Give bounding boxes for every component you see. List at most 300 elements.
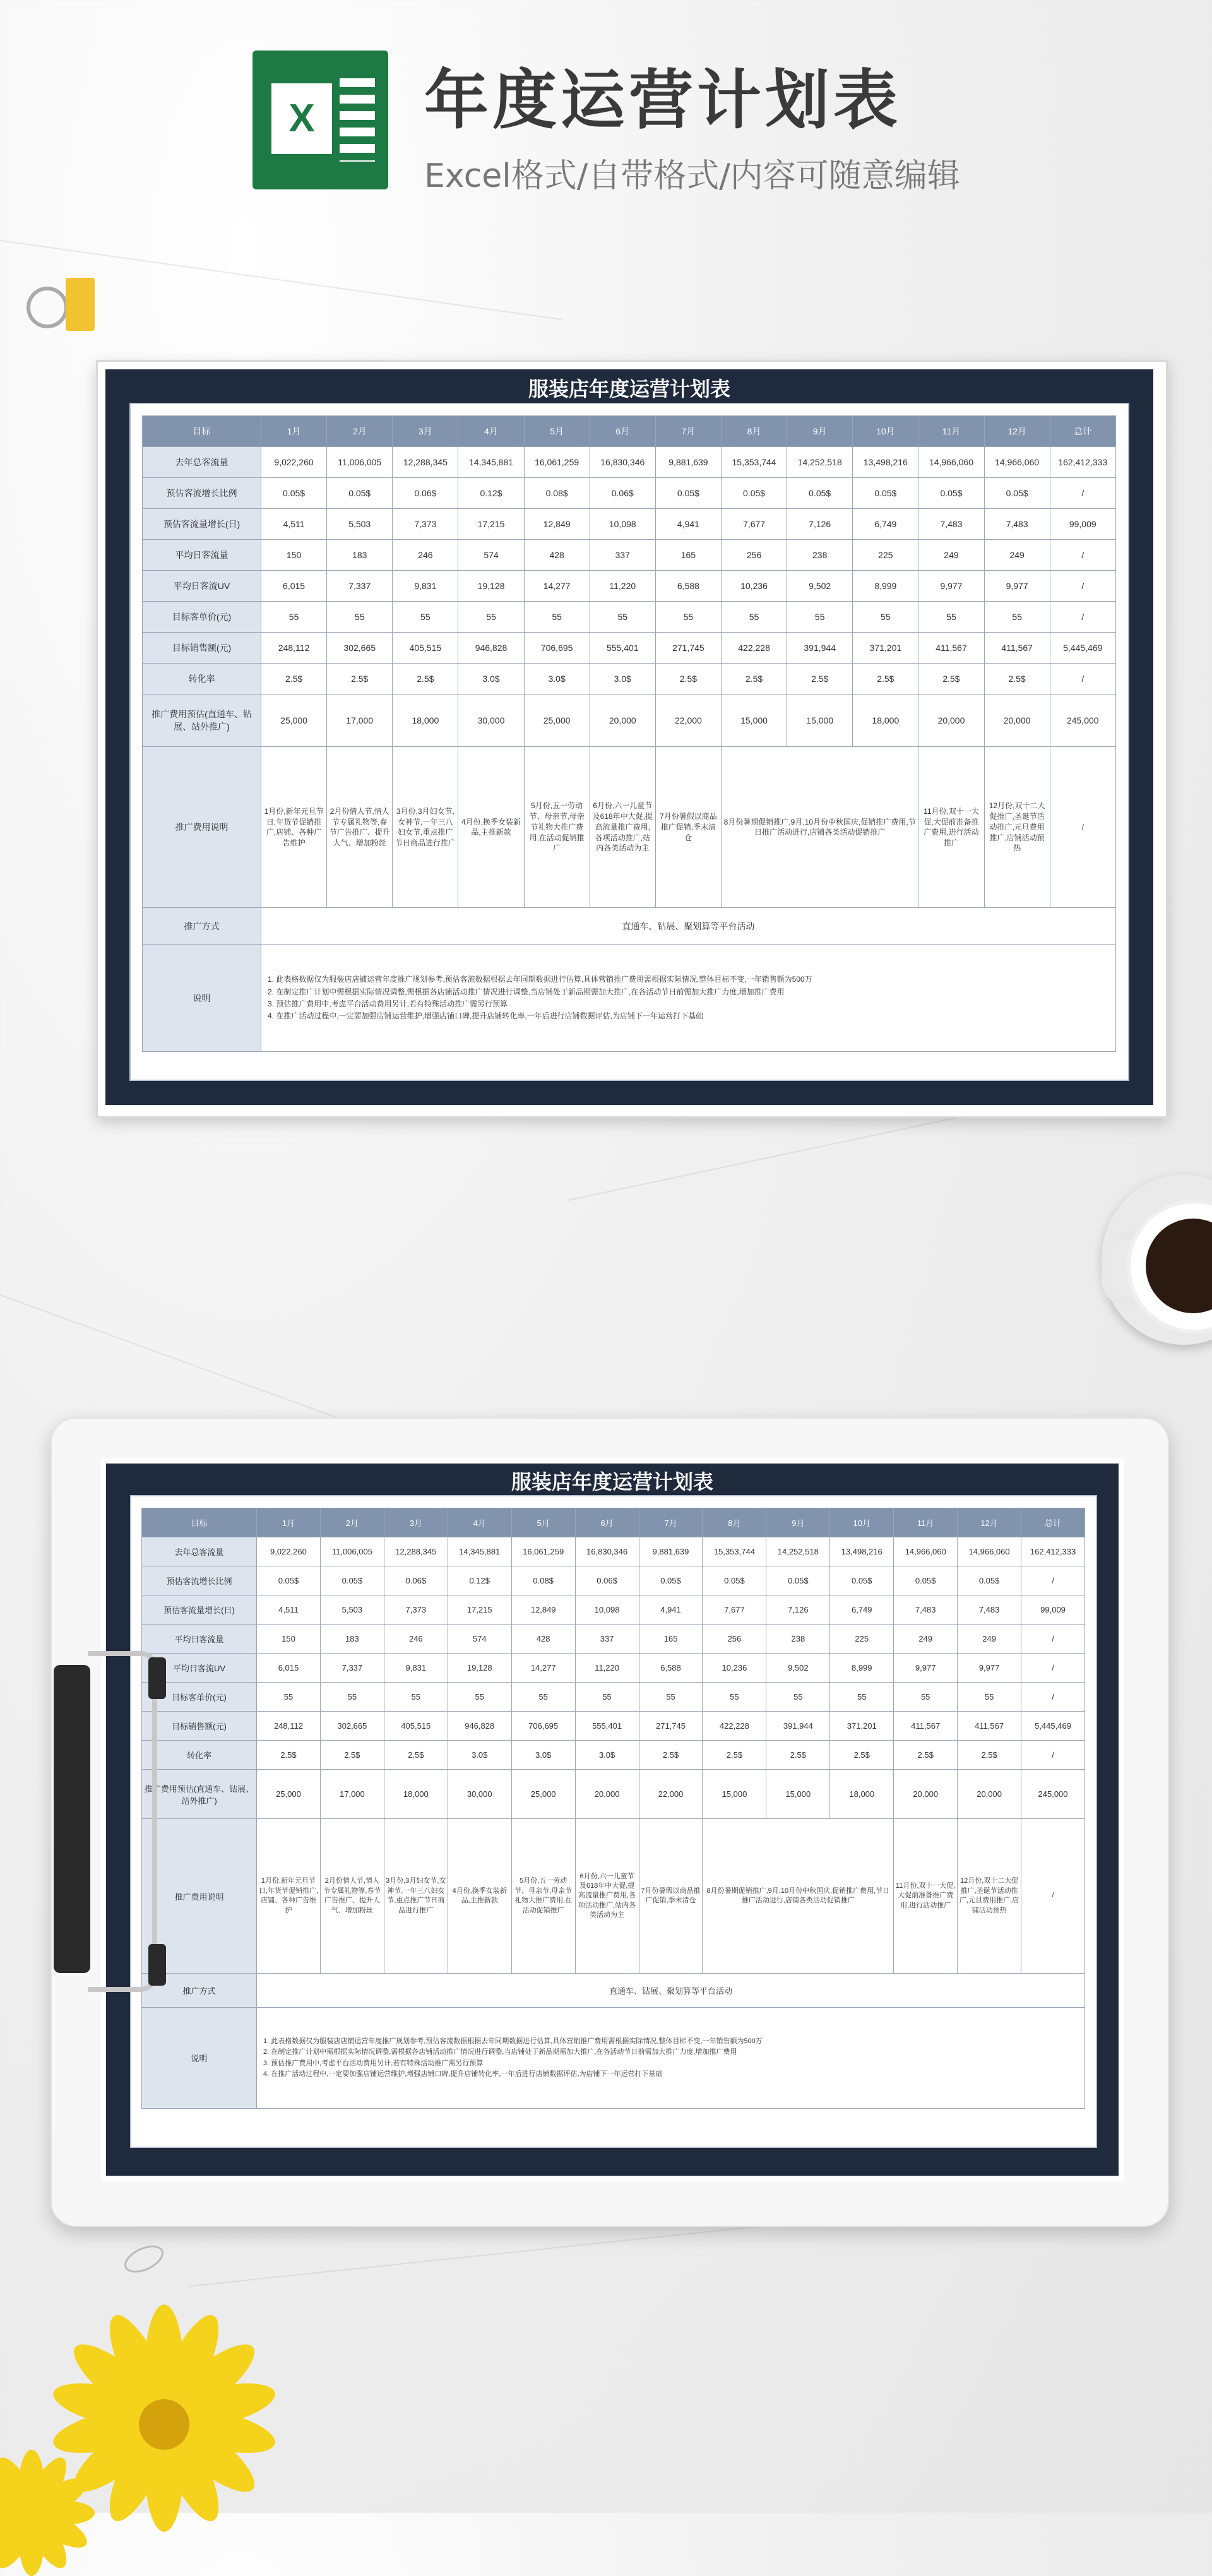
table-cell: / [1050, 602, 1115, 633]
table-cell: 9,881,639 [639, 1537, 703, 1566]
table-cell: 302,665 [327, 633, 393, 664]
row-label: 转化率 [143, 664, 261, 695]
table-cell: 411,567 [958, 1712, 1021, 1741]
table-cell: 4,941 [655, 509, 721, 540]
notes-row [142, 2008, 1085, 2109]
table-cell: 19,128 [448, 1654, 511, 1683]
table-cell: 0.12$ [458, 478, 524, 509]
promo-plan-cell: 1月份,新年元旦节日,年货节促销推广,店铺、各种广告维护 [261, 747, 327, 908]
row-label: 预估客流增长比例 [142, 1566, 257, 1595]
table-cell: 2.5$ [894, 1741, 958, 1770]
table-cell: 25,000 [261, 695, 327, 747]
column-header: 目标 [142, 1508, 257, 1537]
plan-table [141, 1508, 1085, 2109]
promo-plan-cell: 12月份,双十二大促推广,圣诞节活动推广,元旦费用推广,店铺活动预热 [984, 747, 1050, 908]
notes-text [257, 2008, 1085, 2109]
table-cell: 2.5$ [766, 1741, 830, 1770]
table-cell: 9,022,260 [257, 1537, 321, 1566]
table-cell: 11,006,005 [327, 447, 393, 478]
table-cell: 13,498,216 [853, 447, 918, 478]
table-cell: 411,567 [894, 1712, 958, 1741]
row-label: 平均日客流量 [143, 540, 261, 571]
sheet-preview-2 [106, 1464, 1119, 2176]
table-cell: 225 [830, 1625, 894, 1654]
table-cell: 15,353,744 [721, 447, 787, 478]
table-cell: 17,000 [327, 695, 393, 747]
table-row [143, 478, 1116, 509]
table-cell: 555,401 [575, 1712, 639, 1741]
column-header: 9月 [787, 416, 853, 447]
table-cell: 405,515 [384, 1712, 448, 1741]
table-cell: 9,977 [918, 571, 984, 602]
table-cell: 2.5$ [393, 664, 458, 695]
table-cell: 2.5$ [261, 664, 327, 695]
table-cell: 55 [766, 1683, 830, 1712]
table-cell: 0.06$ [575, 1566, 639, 1595]
column-header: 总计 [1050, 416, 1115, 447]
table-cell: 428 [511, 1625, 575, 1654]
table-cell: 0.05$ [639, 1566, 703, 1595]
table-cell: 17,215 [458, 509, 524, 540]
table-cell: 2.5$ [853, 664, 918, 695]
excel-icon [252, 51, 388, 189]
promo-plan-cell: 8月份暑期促销推广,9月,10月份中秋国庆,促销推广费用,节日推广活动进行,店铺各类活动促销推广 [703, 1819, 894, 1974]
note-line: 2. 在制定推广计划中需根据实际情况调整,需根据各店铺活动推广情况进行调整,当店铺处于新品期需加大推广,在各活动节日前需加大推广力度,增加推广费用 [263, 2048, 737, 2056]
table-cell: 3.0$ [575, 1741, 639, 1770]
table-cell: 246 [393, 540, 458, 571]
table-cell: 14,277 [511, 1654, 575, 1683]
table-cell: 0.05$ [894, 1566, 958, 1595]
column-header: 5月 [524, 416, 590, 447]
row-label: 预估客流量增长(日) [142, 1595, 257, 1625]
table-cell: 7,337 [327, 571, 393, 602]
table-cell: 55 [894, 1683, 958, 1712]
table-cell: 12,288,345 [384, 1537, 448, 1566]
promo-plan-row [142, 1819, 1085, 1974]
table-cell: 9,022,260 [261, 447, 327, 478]
table-cell: / [1050, 540, 1115, 571]
promo-plan-cell: 4月份,换季女装新品,主推新款 [458, 747, 524, 908]
table-cell: 0.05$ [984, 478, 1050, 509]
table-cell: 55 [984, 602, 1050, 633]
promo-plan-cell: 7月份暑假以商品推广促销,季末清仓 [655, 747, 721, 908]
table-cell: 0.05$ [327, 478, 393, 509]
promo-plan-cell: 7月份暑假以商品推广促销,季末清仓 [639, 1819, 703, 1974]
table-cell: 7,483 [894, 1595, 958, 1625]
promo-plan-cell: / [1021, 1819, 1085, 1974]
table-cell: 14,345,881 [458, 447, 524, 478]
table-cell: 20,000 [894, 1770, 958, 1819]
table-cell: 0.05$ [918, 478, 984, 509]
table-cell: 15,000 [766, 1770, 830, 1819]
table-cell: 10,098 [575, 1595, 639, 1625]
table-cell: 19,128 [458, 571, 524, 602]
row-label: 转化率 [142, 1741, 257, 1770]
table-cell: 55 [703, 1683, 766, 1712]
table-cell: 55 [261, 602, 327, 633]
table-cell: 55 [257, 1683, 321, 1712]
table-cell: 0.05$ [257, 1566, 321, 1595]
table-cell: 10,098 [590, 509, 655, 540]
table-cell: 55 [639, 1683, 703, 1712]
table-cell: 25,000 [257, 1770, 321, 1819]
table-cell: 2.5$ [257, 1741, 321, 1770]
table-cell: 11,220 [575, 1654, 639, 1683]
table-cell: 162,412,333 [1021, 1537, 1085, 1566]
notes-text [261, 945, 1116, 1052]
promo-plan-cell: 6月份,六一儿童节及618年中大促,提高流量推广费用,各项活动推广,站内各类活动为主 [590, 747, 655, 908]
table-cell: 11,220 [590, 571, 655, 602]
table-cell: / [1021, 1683, 1085, 1712]
table-cell: 20,000 [575, 1770, 639, 1819]
note-line: 1. 此表格数据仅为服装店店铺运营年度推广规划参考,预估客流数据根据去年同期数据进行估算,具体营销推广费用需根据实际情况,整体目标不变,一年销售额为500万 [268, 975, 812, 984]
table-cell: 55 [590, 602, 655, 633]
column-header: 6月 [590, 416, 655, 447]
table-cell: 17,215 [448, 1595, 511, 1625]
table-cell: 22,000 [655, 695, 721, 747]
table-row [143, 633, 1116, 664]
table-cell: 2.5$ [984, 664, 1050, 695]
table-row [143, 509, 1116, 540]
table-cell: 0.08$ [511, 1566, 575, 1595]
table-cell: 6,749 [853, 509, 918, 540]
table-cell: 12,849 [524, 509, 590, 540]
table-cell: 7,677 [721, 509, 787, 540]
table-cell: 55 [393, 602, 458, 633]
table-cell: 18,000 [384, 1770, 448, 1819]
column-header: 5月 [511, 1508, 575, 1537]
promo-plan-cell: 12月份,双十二大促推广,圣诞节活动推广,元旦费用推广,店铺活动预热 [958, 1819, 1021, 1974]
promo-plan-cell: 5月份,五一劳动节、母亲节,母亲节礼物大推广费用,在活动促销推广 [524, 747, 590, 908]
table-cell: 18,000 [853, 695, 918, 747]
table-cell: 7,483 [918, 509, 984, 540]
table-cell: 20,000 [984, 695, 1050, 747]
promo-plan-cell: / [1050, 747, 1115, 908]
table-cell: 7,373 [393, 509, 458, 540]
table-cell: 0.05$ [787, 478, 853, 509]
table-cell: 946,828 [458, 633, 524, 664]
table-cell: 2.5$ [830, 1741, 894, 1770]
table-cell: 13,498,216 [830, 1537, 894, 1566]
table-cell: 15,353,744 [703, 1537, 766, 1566]
table-cell: 0.06$ [393, 478, 458, 509]
table-cell: 0.05$ [958, 1566, 1021, 1595]
table-cell: 5,445,469 [1050, 633, 1115, 664]
table-cell: 55 [830, 1683, 894, 1712]
table-cell: 55 [655, 602, 721, 633]
row-label: 推广费用说明 [142, 1819, 257, 1974]
table-cell: 7,483 [984, 509, 1050, 540]
column-header: 8月 [703, 1508, 766, 1537]
note-line: 3. 预估推广费用中,考虑平台活动费用另计,若有特殊活动推广需另行预算 [263, 2059, 484, 2067]
table-cell: 15,000 [703, 1770, 766, 1819]
table-cell: 15,000 [721, 695, 787, 747]
column-header: 11月 [894, 1508, 958, 1537]
promo-plan-cell: 3月份,3月妇女节,女神节,一年三八妇女节,重点推广节日商品进行推广 [384, 1819, 448, 1974]
table-cell: 7,337 [320, 1654, 384, 1683]
table-cell: / [1021, 1654, 1085, 1683]
table-cell: 55 [448, 1683, 511, 1712]
notes-row [143, 945, 1116, 1052]
table-row [143, 540, 1116, 571]
table-cell: 8,999 [853, 571, 918, 602]
table-cell: 55 [575, 1683, 639, 1712]
table-cell: 5,503 [320, 1595, 384, 1625]
table-cell: 2.5$ [327, 664, 393, 695]
promo-method-value: 直通车、钻展、聚划算等平台活动 [257, 1974, 1085, 2008]
table-cell: 0.05$ [766, 1566, 830, 1595]
row-label: 去年总客流量 [142, 1537, 257, 1566]
row-label: 说明 [142, 2008, 257, 2109]
table-cell: 0.06$ [384, 1566, 448, 1595]
table-cell: / [1050, 478, 1115, 509]
promo-plan-cell: 1月份,新年元旦节日,年货节促销推广,店铺、各种广告维护 [257, 1819, 321, 1974]
table-cell: 391,944 [787, 633, 853, 664]
table-cell: 9,977 [894, 1654, 958, 1683]
table-cell: 9,977 [958, 1654, 1021, 1683]
table-cell: 0.05$ [261, 478, 327, 509]
row-label: 去年总客流量 [143, 447, 261, 478]
table-cell: 6,588 [655, 571, 721, 602]
table-cell: 2.5$ [958, 1741, 1021, 1770]
table-cell: 25,000 [524, 695, 590, 747]
table-cell: 0.06$ [590, 478, 655, 509]
table-cell: 99,009 [1050, 509, 1115, 540]
column-header: 10月 [853, 416, 918, 447]
table-cell: 337 [575, 1625, 639, 1654]
table-cell: 2.5$ [639, 1741, 703, 1770]
table-cell: 18,000 [393, 695, 458, 747]
table-cell: 422,228 [703, 1712, 766, 1741]
column-header: 4月 [458, 416, 524, 447]
table-row [142, 1741, 1085, 1770]
table-cell: 11,006,005 [320, 1537, 384, 1566]
table-cell: 55 [787, 602, 853, 633]
table-cell: 55 [327, 602, 393, 633]
table-cell: 405,515 [393, 633, 458, 664]
paperclip-icon [120, 2240, 167, 2279]
column-header: 目标 [143, 416, 261, 447]
table-cell: 55 [524, 602, 590, 633]
column-header: 2月 [327, 416, 393, 447]
table-cell: 0.05$ [721, 478, 787, 509]
table-cell: 3.0$ [448, 1741, 511, 1770]
promo-plan-cell: 5月份,五一劳动节、母亲节,母亲节礼物大推广费用,在活动促销推广 [511, 1819, 575, 1974]
column-header: 1月 [257, 1508, 321, 1537]
table-cell: 16,061,259 [511, 1537, 575, 1566]
table-cell: 302,665 [320, 1712, 384, 1741]
table-cell: 2.5$ [721, 664, 787, 695]
table-row [142, 1770, 1085, 1819]
table-cell: 20,000 [590, 695, 655, 747]
table-cell: 2.5$ [655, 664, 721, 695]
note-line: 4. 在推广活动过程中,一定要加强店铺运营维护,增强店铺口碑,提升店铺转化率,一年后进行店铺数据评估,为店铺下一年运营打下基础 [263, 2070, 663, 2078]
promo-plan-cell: 11月份,双十一大促,大促前准备推广费用,进行活动推广 [894, 1819, 958, 1974]
column-header: 7月 [655, 416, 721, 447]
table-row [143, 664, 1116, 695]
promo-plan-cell: 11月份,双十一大促,大促前准备推广费用,进行活动推广 [918, 747, 984, 908]
table-cell: 14,252,518 [787, 447, 853, 478]
table-cell: 9,502 [766, 1654, 830, 1683]
table-cell: 256 [703, 1625, 766, 1654]
table-cell: 371,201 [830, 1712, 894, 1741]
table-cell: 5,445,469 [1021, 1712, 1085, 1741]
table-cell: 55 [958, 1683, 1021, 1712]
table-cell: 271,745 [655, 633, 721, 664]
note-line: 3. 预估推广费用中,考虑平台活动费用另计,若有特殊活动推广需另行预算 [268, 999, 508, 1008]
table-cell: 0.05$ [830, 1566, 894, 1595]
table-cell: 946,828 [448, 1712, 511, 1741]
table-cell: 6,015 [257, 1654, 321, 1683]
table-row [142, 1654, 1085, 1683]
table-cell: 55 [458, 602, 524, 633]
table-cell: / [1021, 1741, 1085, 1770]
table-cell: 371,201 [853, 633, 918, 664]
table-cell: 9,502 [787, 571, 853, 602]
table-cell: 249 [958, 1625, 1021, 1654]
table-cell: 183 [320, 1625, 384, 1654]
table-cell: 162,412,333 [1050, 447, 1115, 478]
table-row [142, 1566, 1085, 1595]
table-cell: 165 [655, 540, 721, 571]
table-row [143, 447, 1116, 478]
sheet-preview-1 [105, 369, 1153, 1105]
table-cell: 18,000 [830, 1770, 894, 1819]
coffee-cup-icon [1102, 1155, 1212, 1364]
row-label: 平均日客流UV [143, 571, 261, 602]
table-cell: 256 [721, 540, 787, 571]
table-cell: 99,009 [1021, 1595, 1085, 1625]
column-header: 12月 [958, 1508, 1021, 1537]
table-cell: 411,567 [918, 633, 984, 664]
column-header: 11月 [918, 416, 984, 447]
promo-method-value: 直通车、钻展、聚划算等平台活动 [261, 908, 1116, 945]
table-cell: 7,126 [787, 509, 853, 540]
table-cell: 411,567 [984, 633, 1050, 664]
table-cell: 0.08$ [524, 478, 590, 509]
table-cell: 3.0$ [524, 664, 590, 695]
table-cell: 7,126 [766, 1595, 830, 1625]
column-header: 3月 [384, 1508, 448, 1537]
promo-plan-row [143, 747, 1116, 908]
table-cell: 246 [384, 1625, 448, 1654]
table-cell: 706,695 [511, 1712, 575, 1741]
table-cell: 4,511 [261, 509, 327, 540]
table-cell: 3.0$ [511, 1741, 575, 1770]
note-line: 2. 在制定推广计划中需根据实际情况调整,需根据各店铺活动推广情况进行调整,当店铺处于新品期需加大推广,在各活动节日前需加大推广力度,增加推广费用 [268, 987, 785, 996]
table-cell: 245,000 [1021, 1770, 1085, 1819]
table-cell: 14,252,518 [766, 1537, 830, 1566]
table-cell: 0.12$ [448, 1566, 511, 1595]
table-cell: 7,677 [703, 1595, 766, 1625]
page-title: 年度运营计划表 [424, 63, 901, 138]
table-cell: 55 [918, 602, 984, 633]
table-cell: 9,831 [384, 1654, 448, 1683]
table-cell: 22,000 [639, 1770, 703, 1819]
sheet-body [130, 1495, 1097, 2148]
table-cell: 150 [261, 540, 327, 571]
table-cell: 2.5$ [384, 1741, 448, 1770]
table-cell: 248,112 [261, 633, 327, 664]
sheet-title: 服装店年度运营计划表 [528, 377, 730, 401]
row-label: 说明 [143, 945, 261, 1052]
table-cell: 30,000 [448, 1770, 511, 1819]
table-row [143, 571, 1116, 602]
table-cell: 5,503 [327, 509, 393, 540]
clipboard-clip-icon [47, 1651, 167, 1992]
page-subtitle: Excel格式/自带格式/内容可随意编辑 [424, 157, 960, 195]
table-cell: / [1021, 1625, 1085, 1654]
table-cell: 706,695 [524, 633, 590, 664]
table-cell: 10,236 [703, 1654, 766, 1683]
table-cell: 16,061,259 [524, 447, 590, 478]
column-header: 3月 [393, 416, 458, 447]
row-label: 平均日客流UV [142, 1654, 257, 1683]
column-header: 10月 [830, 1508, 894, 1537]
table-cell: 0.05$ [655, 478, 721, 509]
table-cell: 30,000 [458, 695, 524, 747]
row-label: 推广费用预估(直通车、钻展、站外推广) [143, 695, 261, 747]
table-cell: 422,228 [721, 633, 787, 664]
table-cell: 8,999 [830, 1654, 894, 1683]
row-label: 平均日客流量 [142, 1625, 257, 1654]
table-row [143, 695, 1116, 747]
table-cell: 14,966,060 [958, 1537, 1021, 1566]
table-cell: 391,944 [766, 1712, 830, 1741]
table-cell: 10,236 [721, 571, 787, 602]
table-cell: 6,588 [639, 1654, 703, 1683]
promo-method-row [142, 1974, 1085, 2008]
table-cell: 249 [984, 540, 1050, 571]
table-cell: 14,966,060 [894, 1537, 958, 1566]
table-cell: 165 [639, 1625, 703, 1654]
table-cell: 0.05$ [320, 1566, 384, 1595]
excel-letter: X [271, 83, 332, 154]
table-cell: 248,112 [257, 1712, 321, 1741]
table-cell: 3.0$ [458, 664, 524, 695]
table-cell: 20,000 [918, 695, 984, 747]
table-cell: 14,345,881 [448, 1537, 511, 1566]
promo-plan-cell: 2月份情人节,情人节专属礼物等,春节广告推广、提升人气、增加粉丝 [327, 747, 393, 908]
table-cell: 225 [853, 540, 918, 571]
column-header: 9月 [766, 1508, 830, 1537]
table-row [142, 1537, 1085, 1566]
row-label: 目标销售额(元) [142, 1712, 257, 1741]
table-cell: 271,745 [639, 1712, 703, 1741]
table-cell: 337 [590, 540, 655, 571]
table-cell: 238 [787, 540, 853, 571]
row-label: 推广方式 [142, 1974, 257, 2008]
table-cell: 55 [384, 1683, 448, 1712]
column-header: 2月 [320, 1508, 384, 1537]
table-cell: 6,749 [830, 1595, 894, 1625]
table-cell: 2.5$ [320, 1741, 384, 1770]
sheet-title: 服装店年度运营计划表 [511, 1470, 713, 1494]
column-header: 总计 [1021, 1508, 1085, 1537]
table-cell: 183 [327, 540, 393, 571]
table-cell: 574 [448, 1625, 511, 1654]
table-cell: 574 [458, 540, 524, 571]
row-label: 推广方式 [143, 908, 261, 945]
column-header: 7月 [639, 1508, 703, 1537]
sheet-body [129, 403, 1129, 1081]
row-label: 预估客流增长比例 [143, 478, 261, 509]
table-cell: 428 [524, 540, 590, 571]
table-cell: 0.05$ [703, 1566, 766, 1595]
table-cell: 4,941 [639, 1595, 703, 1625]
promo-plan-cell: 6月份,六一儿童节及618年中大促,提高流量推广费用,各项活动推广,站内各类活动为主 [575, 1819, 639, 1974]
excel-grid-icon [340, 78, 375, 162]
